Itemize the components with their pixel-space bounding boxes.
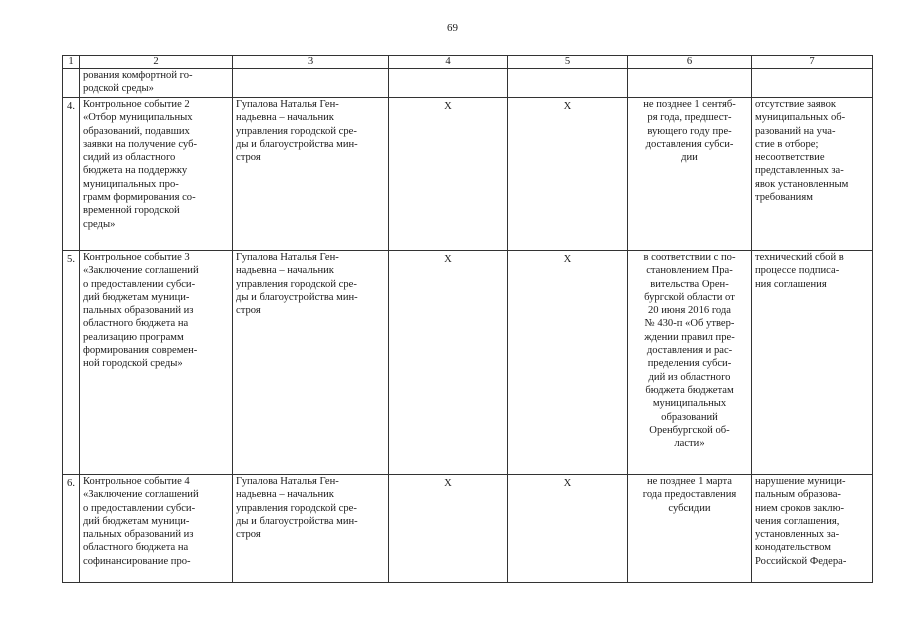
- column-header-row: [63, 56, 873, 69]
- deadline-cell: [628, 69, 752, 98]
- table-row: [63, 69, 873, 98]
- column-header: 3: [233, 56, 389, 69]
- column-header: 4: [389, 56, 508, 69]
- risk-cell: [752, 69, 873, 98]
- column-header: 7: [752, 56, 873, 69]
- col5-cell: X: [508, 98, 628, 251]
- event-text: рования комфортной го- родской среды»: [83, 70, 193, 95]
- column-header: 2: [80, 56, 233, 69]
- col4-cell: X: [389, 98, 508, 251]
- table-row: [63, 475, 873, 583]
- page-number: 69: [447, 22, 458, 34]
- col4-cell: X: [389, 475, 508, 583]
- responsible-text: Гупалова Наталья Ген- надьевна – начальник управления городской сре- ды и благоустройства мин- строя: [236, 99, 358, 164]
- deadline-text: не позднее 1 марта года предоставления субсидии: [642, 476, 737, 514]
- risk-cell: [752, 251, 873, 475]
- risk-text: отсутствие заявок муниципальных об- разований на уча- стие в отборе; несоответствие представленных за- явок установленным требованиям: [755, 99, 849, 204]
- col5-cell: [508, 69, 628, 98]
- event-text: Контрольное событие 2 «Отбор муниципальных образований, подавших заявки на получение суб- сидий из областного бюджета на поддержку муниципальных про- грамм формирования со- временной городской среды»: [83, 99, 198, 230]
- responsible-text: Гупалова Наталья Ген- надьевна – начальник управления городской сре- ды и благоустройства мин- строя: [236, 476, 358, 541]
- event-cell: [80, 69, 233, 98]
- deadline-text: не позднее 1 сентяб- ря года, предшест- вующего году пре- доставления субси- дии: [643, 99, 736, 164]
- column-header: 5: [508, 56, 628, 69]
- col5-cell: X: [508, 251, 628, 475]
- deadline-cell: [628, 475, 752, 583]
- row-number: [63, 69, 80, 98]
- risk-cell: [752, 98, 873, 251]
- table-row: [63, 98, 873, 251]
- row-number: 4.: [63, 98, 80, 251]
- responsible-cell: [233, 475, 389, 583]
- deadline-text: в соответствии с по- становлением Пра- вительства Орен- бургской области от 20 июня 2016 года № 430-п «Об утвер- ждении правил пре- доставления и рас- пределения субси- дий из областного бюджета бюджетам муниципальных образований Оренбургской об- ласти»: [643, 252, 736, 450]
- event-text: Контрольное событие 4 «Заключение соглашений о предоставлении субси- дий бюджетам муници- пальных образований из областного бюджета на софинансирование про-: [83, 476, 199, 567]
- row-number: 6.: [63, 475, 80, 583]
- col4-cell: X: [389, 251, 508, 475]
- risk-text: технический сбой в процессе подписа- ния соглашения: [755, 252, 844, 290]
- responsible-cell: [233, 69, 389, 98]
- deadline-cell: [628, 251, 752, 475]
- risk-text: нарушение муници- пальным образова- нием сроков заклю- чения соглашения, установленных за- конодательством Российской Федера-: [755, 476, 847, 567]
- risk-cell: [752, 475, 873, 583]
- col5-cell: X: [508, 475, 628, 583]
- responsible-text: Гупалова Наталья Ген- надьевна – начальник управления городской сре- ды и благоустройства мин- строя: [236, 252, 358, 317]
- row-number: 5.: [63, 251, 80, 475]
- event-cell: [80, 251, 233, 475]
- column-header: 6: [628, 56, 752, 69]
- col4-cell: [389, 69, 508, 98]
- responsible-cell: [233, 251, 389, 475]
- responsible-cell: [233, 98, 389, 251]
- control-events-table: [62, 55, 873, 583]
- event-cell: [80, 98, 233, 251]
- column-header: 1: [63, 56, 80, 69]
- table-row: [63, 251, 873, 475]
- event-text: Контрольное событие 3 «Заключение соглашений о предоставлении субси- дий бюджетам муници- пальных образований из областного бюджета на реализацию программ формирования современ- ной городской среды»: [83, 252, 199, 370]
- deadline-cell: [628, 98, 752, 251]
- event-cell: [80, 475, 233, 583]
